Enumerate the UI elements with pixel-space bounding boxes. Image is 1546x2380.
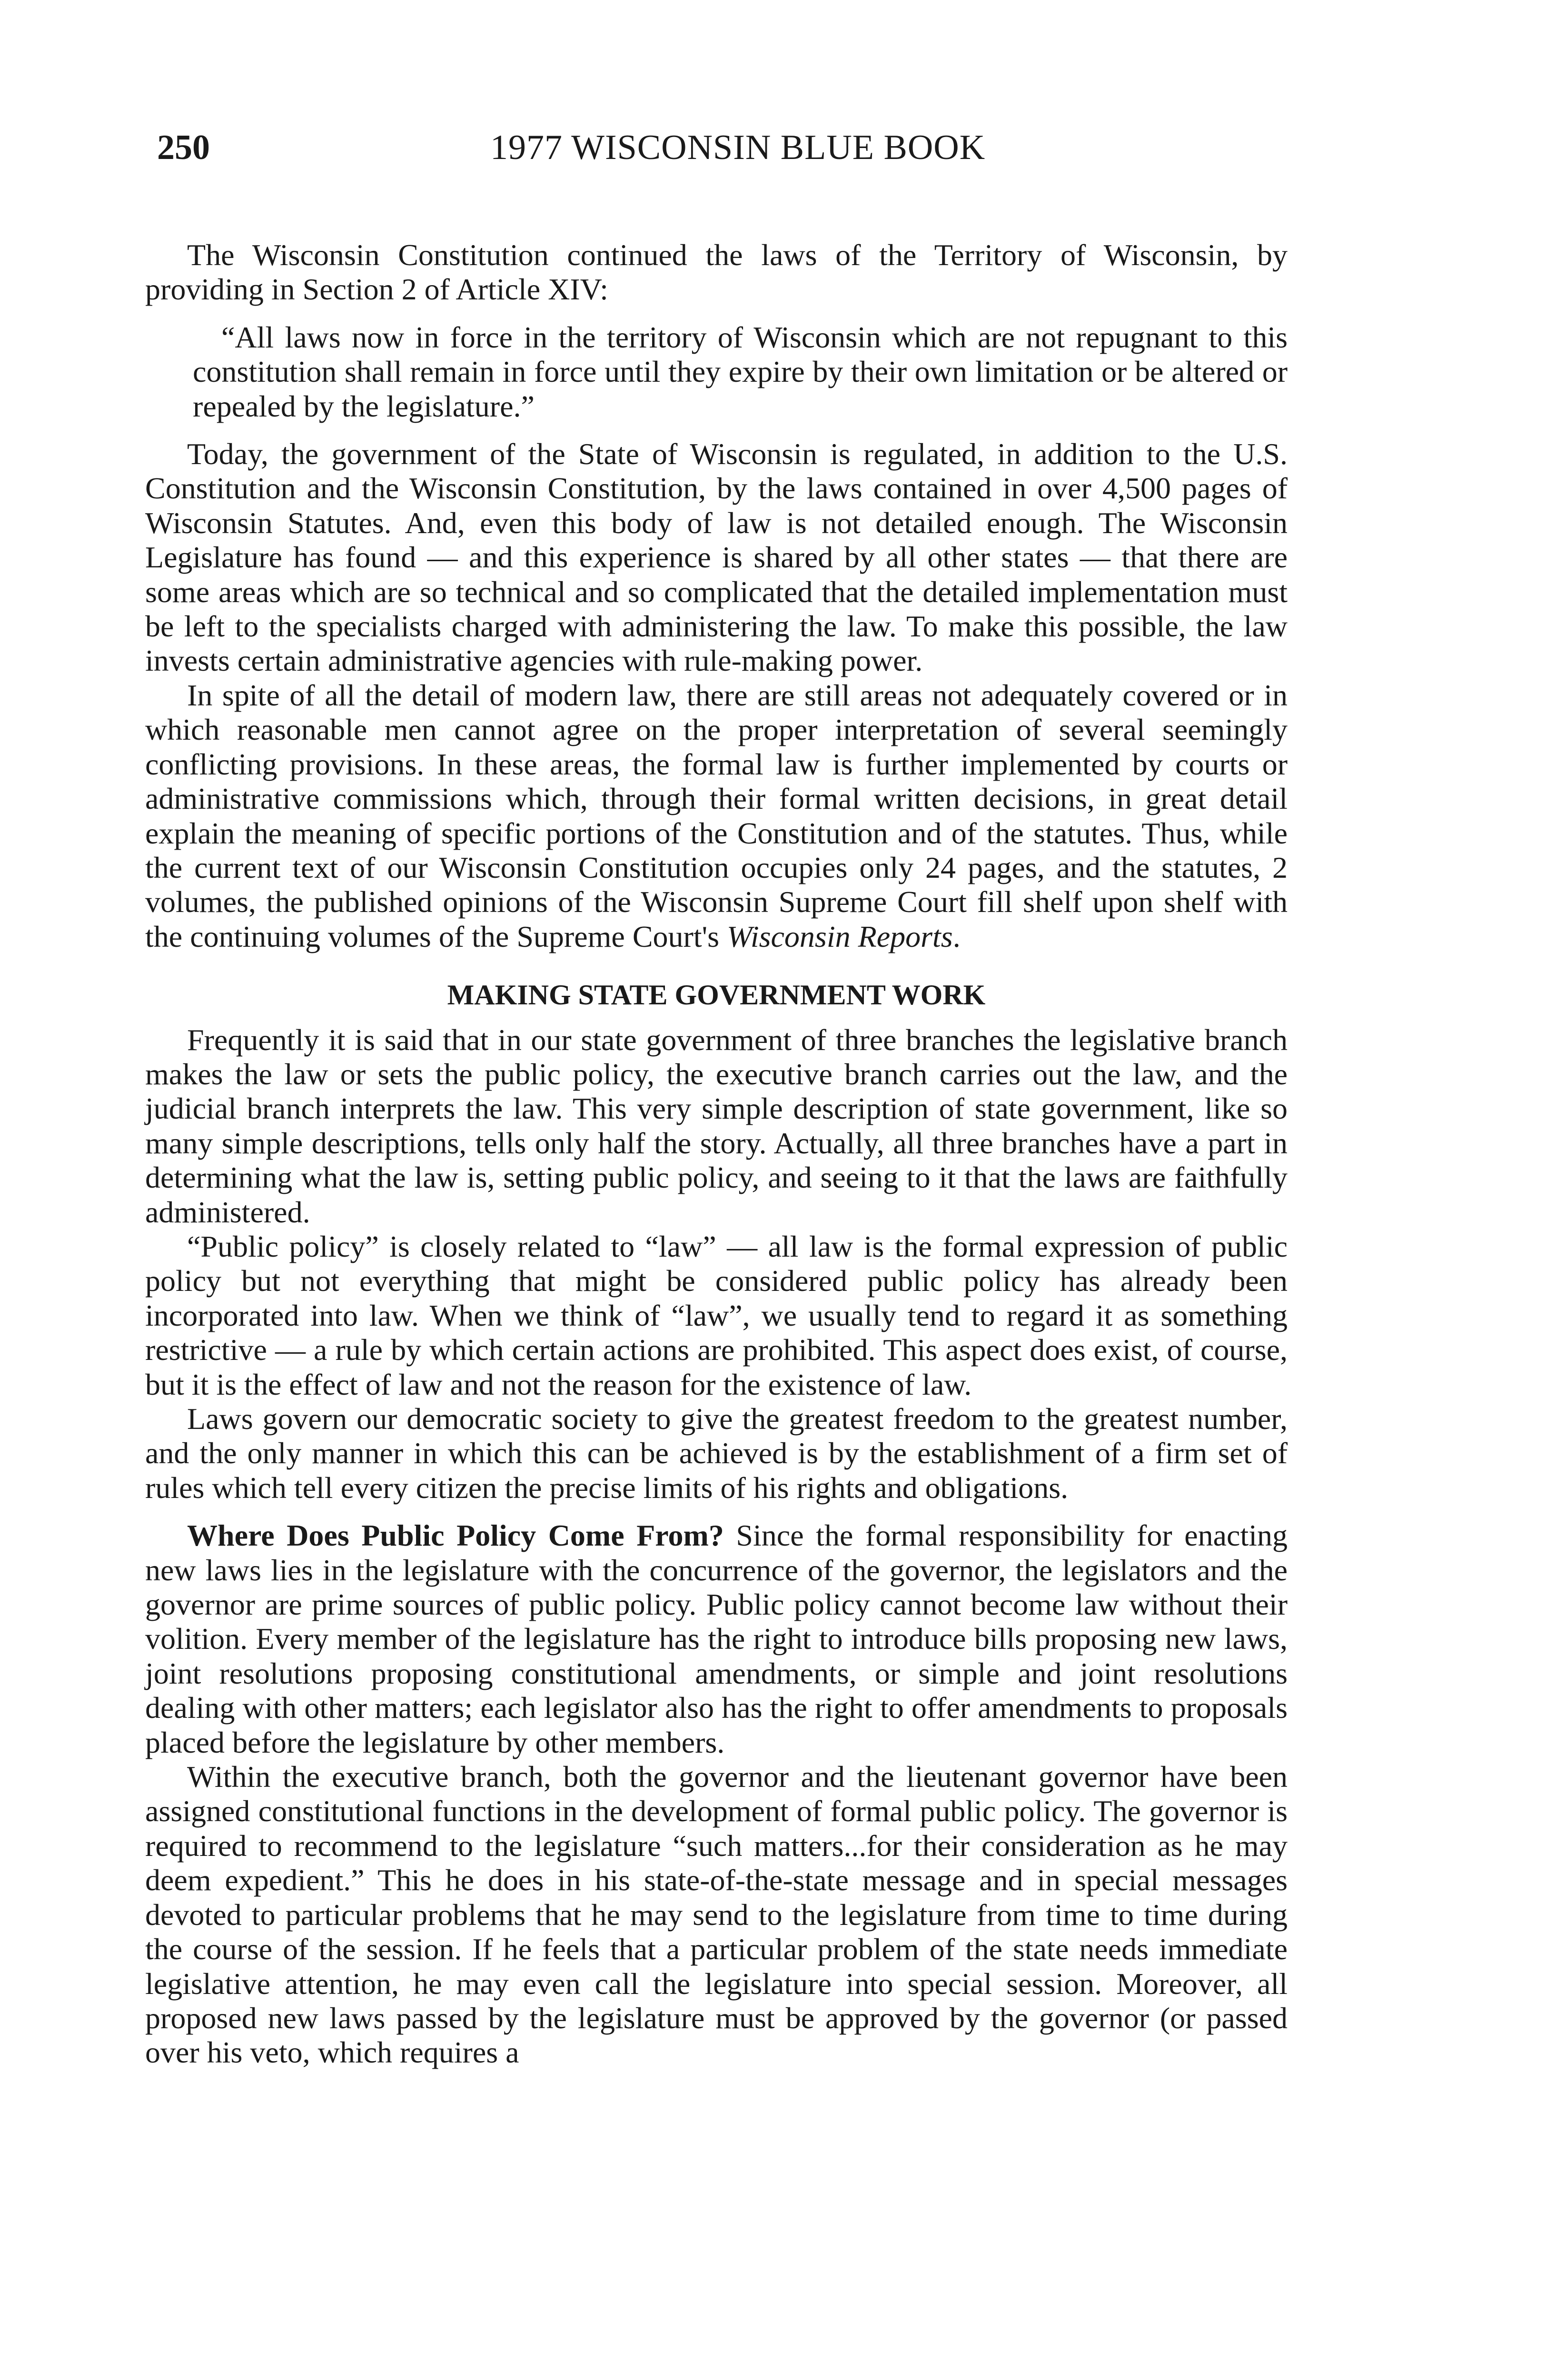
body-text — [145, 238, 1288, 2070]
running-title: 1977 WISCONSIN BLUE BOOK — [490, 128, 986, 167]
paragraph-detail-end: . — [952, 919, 961, 953]
paragraph-laws-govern: Laws govern our democratic society to give the greatest freedom to the greatest number, and the only manner in which this can be achieved is by the establishment of a firm set of rules which tell every citizen the precise limits of his rights and obligations. — [145, 1402, 1288, 1505]
paragraph-detail-of-modern-law — [145, 678, 1288, 954]
page-number: 250 — [157, 128, 210, 167]
run-in-heading: Where Does Public Policy Come From? — [187, 1518, 724, 1553]
paragraph-detail-text: In spite of all the detail of modern law, there are still areas not adequately covered or in which reasonable men cannot agree on the proper interpretation of several seemingly conflicting provisions. In these areas, the formal law is further implemented by courts or administrative commissions which, through their formal written decisions, in great detail explain the meaning of specific portions of the Constitution and of the statutes. Thus, while the current text of our Wisconsin Constitution occupies only 24 pages, and the statutes, 2 volumes, the published opinions of the Wisconsin Supreme Court fill shelf upon shelf with the continuing volumes of the Supreme Court's — [145, 678, 1288, 953]
page-header — [157, 121, 1299, 174]
paragraph-three-branches: Frequently it is said that in our state government of three branches the legislative branch makes the law or sets the public policy, the executive branch carries out the law, and the judicial branch interprets the law. This very simple description of state government, like so many simple descriptions, tells only half the story. Actually, all three branches have a part in determining what the law is, setting public policy, and seeing to it that the laws are faithfully administered. — [145, 1022, 1288, 1229]
paragraph-where-text: Since the formal responsibility for enacting new laws lies in the legislature with the concurrence of the governor, the legislators and the governor are prime sources of public policy. Public policy cannot become law without their volition. Every member of the legislature has the right to introduce bills proposing new laws, joint resolutions proposing constitutional amendments, or simple and joint resolutions dealing with other matters; each legislator also has the right to offer amendments to proposals placed before the legislature by other members. — [145, 1518, 1288, 1759]
paragraph-executive-branch: Within the executive branch, both the governor and the lieutenant governor have been assigned constitutional functions in the development of formal public policy. The governor is required to recommend to the legislature “such matters...for their consideration as he may deem expedient.” This he does in his state-of-the-state message and in special messages devoted to particular problems that he may send to the legislature from time to time during the course of the session. If he feels that a particular problem of the state needs immediate legislative attention, he may even call the legislature into special session. Moreover, all proposed new laws passed by the legislature must be approved by the governor (or passed over his veto, which requires a — [145, 1760, 1288, 2070]
wisconsin-reports-title: Wisconsin Reports — [727, 919, 953, 953]
paragraph-public-policy-law: “Public policy” is closely related to “law” — all law is the formal expression of public policy but not everything that might be considered public policy has already been incorporated into law. When we think of “law”, we usually tend to regard it as something restrictive — a rule by which certain actions are prohibited. This aspect does exist, of course, but it is the effect of law and not the reason for the existence of law. — [145, 1229, 1288, 1401]
paragraph-constitution-continued: The Wisconsin Constitution continued the laws of the Territory of Wisconsin, by providing in Section 2 of Article XIV: — [145, 238, 1288, 307]
section-heading: MAKING STATE GOVERNMENT WORK — [447, 979, 986, 1011]
paragraph-where-public-policy — [145, 1518, 1288, 1760]
paragraph-government-regulated: Today, the government of the State of Wisconsin is regulated, in addition to the U.S. Constitution and the Wisconsin Constitution, by the laws contained in over 4,500 pages of Wisconsin Statutes. And, even this body of law is not detailed enough. The Wisconsin Legislature has found — and this experience is shared by all other states — that there are some areas which are so technical and so complicated that the detailed implementation must be left to the specialists charged with administering the law. To make this possible, the law invests certain administrative agencies with rule-making power. — [145, 437, 1288, 678]
quote-article-xiv: “All laws now in force in the territory of Wisconsin which are not repugnant to this constitution shall remain in force until they expire by their own limitation or be altered or repealed by the legislature.” — [193, 320, 1288, 423]
